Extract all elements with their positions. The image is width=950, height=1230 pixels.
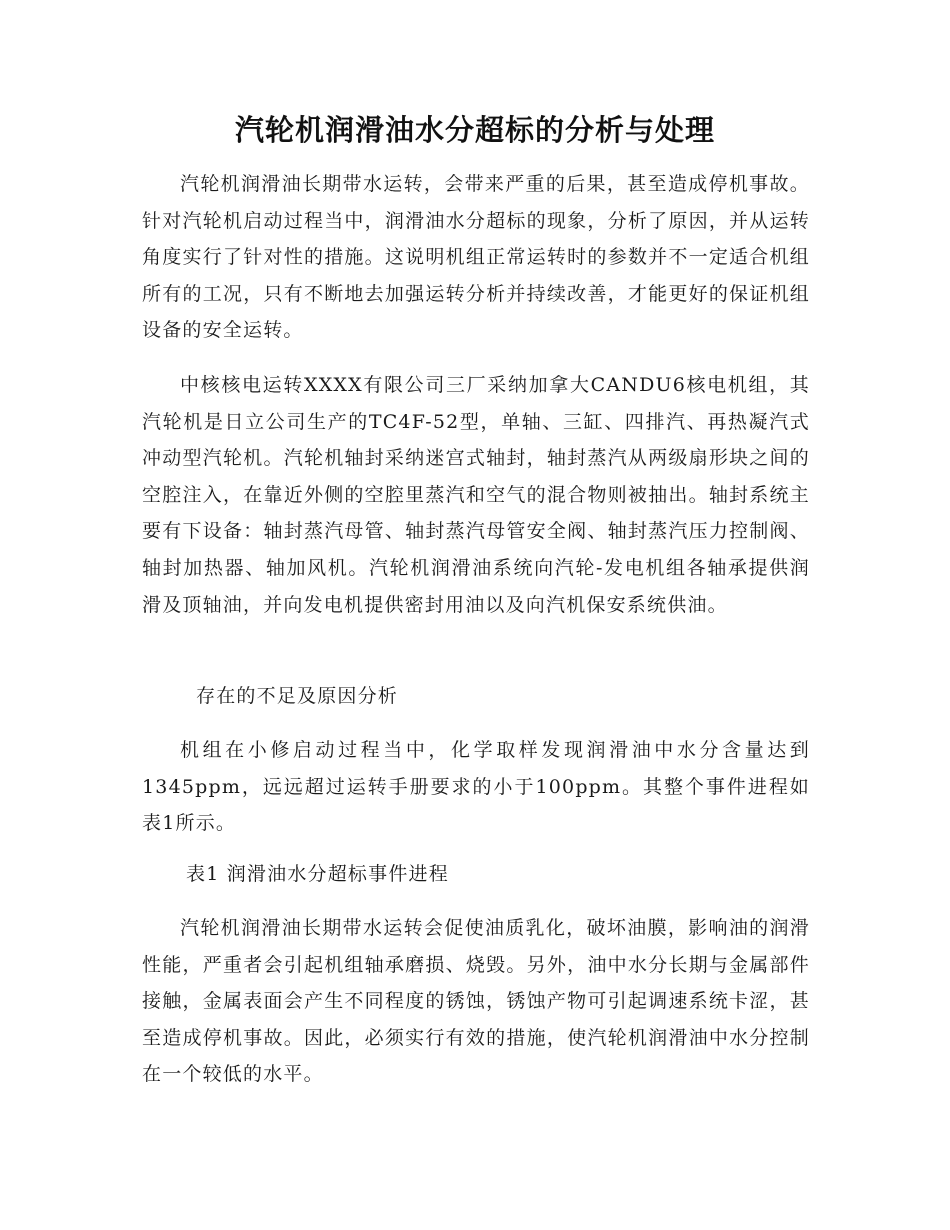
incident-paragraph-block (142, 732, 810, 842)
table-caption: 表1 润滑油水分超标事件进程 (186, 863, 449, 885)
section-heading: 存在的不足及原因分析 (196, 685, 399, 707)
incident-paragraph: 机组在小修启动过程当中，化学取样发现润滑油中水分含量达到1345ppm，远远超过运转手册要求的小于100ppm。其整个事件进程如表1所示。 (142, 739, 810, 835)
background-paragraph-block (142, 367, 810, 623)
document-title: 汽轮机润滑油水分超标的分析与处理 (234, 113, 715, 147)
consequences-paragraph-block (142, 910, 810, 1093)
consequences-paragraph: 汽轮机润滑油长期带水运转会促使油质乳化，破坏油膜，影响油的润滑性能，严重者会引起机组轴承磨损、烧毁。另外，油中水分长期与金属部件接触，金属表面会产生不同程度的锈蚀，锈蚀产物可引起调速系统卡涩，甚至造成停机事故。因此，必须实行有效的措施，使汽轮机润滑油中水分控制在一个较低的水平。 (142, 917, 810, 1086)
background-paragraph: 中核核电运转XXXX有限公司三厂采纳加拿大CANDU6核电机组，其汽轮机是日立公司生产的TC4F-52型，单轴、三缸、四排汽、再热凝汽式冲动型汽轮机。汽轮机轴封采纳迷宫式轴封，轴封蒸汽从两级扇形块之间的空腔注入，在靠近外侧的空腔里蒸汽和空气的混合物则被抽出。轴封系统主要有下设备：轴封蒸汽母管、轴封蒸汽母管安全阀、轴封蒸汽压力控制阀、轴封加热器、轴加风机。汽轮机润滑油系统向汽轮-发电机组各轴承提供润滑及顶轴油，并向发电机提供密封用油以及向汽机保安系统供油。 (142, 374, 810, 616)
intro-paragraph-block (142, 166, 810, 349)
intro-paragraph: 汽轮机润滑油长期带水运转，会带来严重的后果，甚至造成停机事故。针对汽轮机启动过程当中，润滑油水分超标的现象，分析了原因，并从运转角度实行了针对性的措施。这说明机组正常运转时的参数并不一定适合机组所有的工况，只有不断地去加强运转分析并持续改善，才能更好的保证机组设备的安全运转。 (142, 173, 810, 342)
